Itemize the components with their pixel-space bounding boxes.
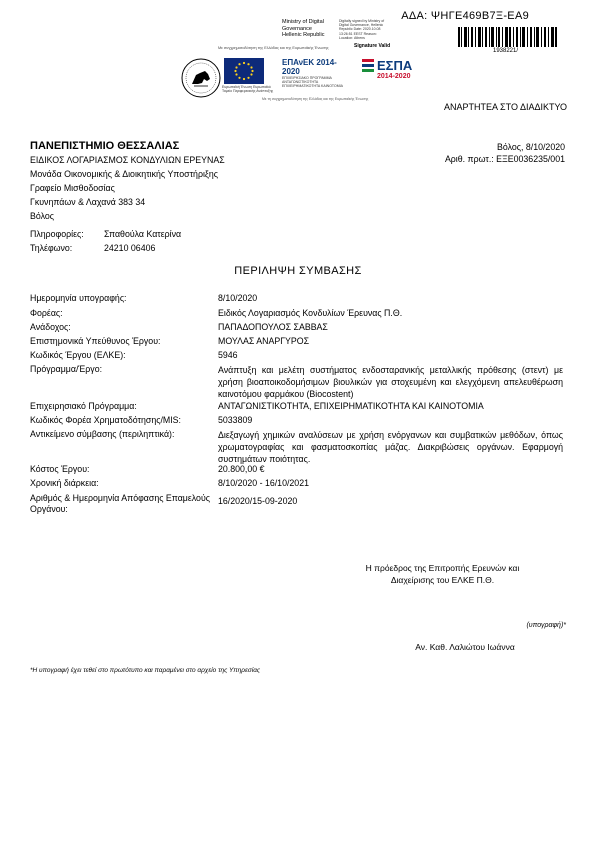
- row-label: Χρονική διάρκεια:: [30, 478, 99, 488]
- row-value: 8/10/2020: [218, 293, 258, 303]
- sig-detail: Digitally signed by Ministry of Digital Governance, Hellenic Republic Date: 2020.10.08 13:26:51 EEST Reason: Location: Athens: [339, 19, 385, 40]
- row-label: Αριθμός & Ημερομηνία Απόφασης Επαμελούς Οργάνου:: [30, 493, 210, 514]
- sig-line: Governance: [282, 25, 312, 32]
- row-value: 16/2020/15-09-2020: [218, 496, 298, 506]
- sig-line: Hellenic Republic: [282, 32, 325, 38]
- row-label: Πρόγραμμα/Έργο:: [30, 364, 103, 374]
- row-label: Ανάδοχος:: [30, 322, 71, 332]
- row-value: 5033809: [218, 415, 253, 425]
- barcode-icon: [458, 27, 558, 47]
- president-line: Διαχείρισης του ΕΛΚΕ Π.Θ.: [390, 575, 495, 585]
- epanek-sub: ΕΠΙΧΕΙΡΗΣΙΑΚΟ ΠΡΟΓΡΑΜΜΑ ΑΝΤΑΓΩΝΙΣΤΙΚΟΤΗΤΑ ΕΠΙΧΕΙΡΗΜΑΤΙΚΟΤΗΤΑ ΚΑΙΝΟΤΟΜΙΑ: [282, 76, 343, 88]
- row-label: Κωδικός Έργου (ΕΛΚΕ):: [30, 350, 126, 360]
- info-value: Σπαθούλα Κατερίνα: [104, 229, 182, 239]
- row-label: Επιχειρησιακό Πρόγραμμα:: [30, 401, 137, 411]
- row-value: 5946: [218, 350, 238, 360]
- espa-mark-icon: [362, 59, 374, 73]
- signer-name: Αν. Καθ. Λαλιώτου Ιωάννα: [415, 642, 515, 652]
- row-value: 20.800,00 €: [218, 464, 265, 474]
- document-date: Βόλος, 8/10/2020: [496, 142, 565, 152]
- signature-valid-stamp: Signature Valid: [354, 43, 391, 49]
- university-title: ΠΑΝΕΠΙΣΤΗΜΙΟ ΘΕΣΣΑΛΙΑΣ: [30, 140, 180, 152]
- row-label: Ημερομηνία υπογραφής:: [30, 293, 127, 303]
- partner-line: Με συγχρηματοδότηση της Ελλάδας και της Ευρωπαϊκής Ένωσης: [218, 46, 329, 50]
- ada-code: ΑΔΑ: ΨΗΓΕ469Β7Ξ-ΕΑ9: [401, 10, 529, 22]
- row-value: Ανάπτυξη και μελέτη συστήματος ενδοσταρανικής μεταλλικής πρόθεσης (στεντ) με χρήση βιοαποικοδομήσιμων βιουλικών για στοχευμένη και ελεγχόμενη απελευθέρωση καινοτόμου φαρμάκου (Biocostent): [218, 365, 563, 400]
- phone-label: Τηλέφωνο:: [30, 243, 73, 253]
- epanek-logo: [282, 58, 348, 88]
- info-label: Πληροφορίες:: [30, 229, 84, 239]
- president-title: [330, 562, 555, 586]
- publish-online-note: ΑΝΑΡΤΗΤΕΑ ΣΤΟ ΔΙΑΔΙΚΤΥΟ: [444, 102, 567, 112]
- sender-line: Γκυνηπάων & Λαχανά 383 34: [30, 197, 146, 207]
- sender-line: Γραφείο Μισθοδοσίας: [30, 183, 115, 193]
- espa-title: ΕΣΠΑ: [377, 58, 413, 73]
- row-label: Κωδικός Φορέα Χρηματοδότησης/MIS:: [30, 415, 181, 425]
- eu-flag-icon: [224, 58, 264, 84]
- university-logo-icon: [180, 57, 222, 99]
- row-value: Ειδικός Λογαριασμός Κονδυλίων Έρευνας Π.Θ.: [218, 308, 403, 318]
- row-value: 8/10/2020 - 16/10/2021: [218, 478, 309, 488]
- sender-line: Βόλος: [30, 211, 54, 221]
- row-label: Φορέας:: [30, 308, 63, 318]
- row-value: Διεξαγωγή χημικών αναλύσεων με χρήση ενόργανων και συμβατικών μεθόδων, όπως χρωματογραφίας και φασματοσκοπίας μάζας. Διακριβώσεις οργάνων. Εφαρμογή συστημάτων ποιότητας.: [218, 430, 563, 465]
- sender-line: Μονάδα Οικονομικής & Διοικητικής Υποστήριξης: [30, 169, 218, 179]
- epanek-title: ΕΠΑνΕΚ 2014-2020: [282, 58, 337, 76]
- eu-caption: Ευρωπαϊκή Ένωση Ευρωπαϊκό Ταμείο Περιφερειακής Ανάπτυξης: [222, 85, 274, 93]
- row-value: ΠΑΠΑΔΟΠΟΥΛΟΣ ΣΑΒΒΑΣ: [218, 322, 328, 332]
- row-label: Κόστος Έργου:: [30, 464, 90, 474]
- barcode-number: 1938221/: [493, 48, 519, 54]
- protocol-number: Αριθ. πρωτ.: ΕΞΕ0036235/001: [444, 154, 565, 164]
- row-label: Επιστημονικά Υπεύθυνος Έργου:: [30, 336, 161, 346]
- sender-line: ΕΙΔΙΚΟΣ ΛΟΓΑΡΙΑΣΜΟΣ ΚΟΝΔΥΛΙΩΝ ΕΡΕΥΝΑΣ: [30, 155, 225, 165]
- phone-value: 24210 06406: [104, 243, 156, 253]
- digital-signature-block: [282, 19, 385, 40]
- signature-note: (υπογραφή)*: [526, 622, 566, 629]
- sig-line: Ministry of Digital: [282, 19, 324, 25]
- row-value: ΑΝΤΑΓΩΝΙΣΤΙΚΟΤΗΤΑ, ΕΠΙΧΕΙΡΗΜΑΤΙΚΟΤΗΤΑ ΚΑΙ ΚΑΙΝΟΤΟΜΙΑ: [218, 401, 484, 411]
- president-line: Η πρόεδρος της Επιτροπής Ερευνών και: [365, 563, 520, 573]
- espa-logo: [362, 58, 420, 88]
- row-value: ΜΟΥΛΑΣ ΑΝΑΡΓΥΡΟΣ: [218, 336, 310, 346]
- row-label: Αντικείμενο σύμβασης (περιληπτικά):: [30, 429, 175, 439]
- espa-years: 2014-2020: [377, 73, 411, 80]
- summary-title: ΠΕΡΙΛΗΨΗ ΣΥΜΒΑΣΗΣ: [234, 265, 362, 277]
- footnote: *Η υπογραφή έχει τεθεί στο πρωτότυπο και παραμένει στο αρχείο της Υπηρεσίας: [30, 667, 261, 674]
- logo-footer: Με τη συγχρηματοδότηση της Ελλάδας και της Ευρωπαϊκής Ένωσης: [262, 97, 369, 101]
